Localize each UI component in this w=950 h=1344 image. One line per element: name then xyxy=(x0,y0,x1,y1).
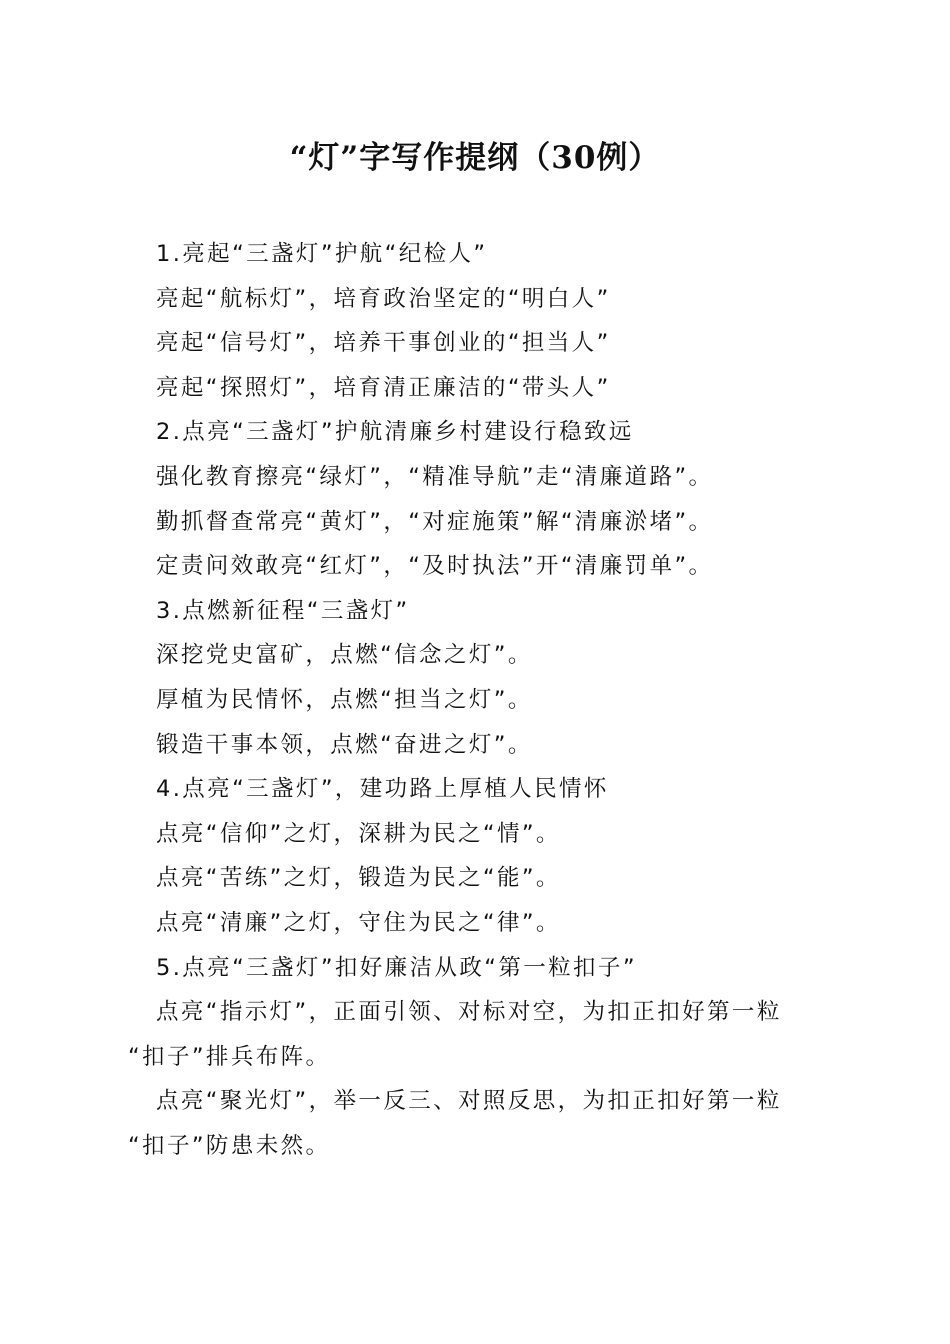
section-heading: 3.点燃新征程“三盏灯” xyxy=(156,597,410,624)
paragraph-continuation: “扣子”防患未然。 xyxy=(128,1132,331,1159)
section-heading: 4.点亮“三盏灯”，建功路上厚植人民情怀 xyxy=(156,776,609,803)
paragraph-line: 定责问效敢亮“红灯”，“及时执法”开“清廉罚单”。 xyxy=(156,553,714,580)
paragraph-line: 亮起“航标灯”，培育政治坚定的“明白人” xyxy=(156,285,611,312)
document-body xyxy=(128,232,828,1168)
section-heading: 2.点亮“三盏灯”护航清廉乡村建设行稳致远 xyxy=(156,419,634,446)
paragraph-line: 点亮“指示灯”，正面引领、对标对空，为扣正扣好第一粒 xyxy=(156,999,782,1026)
document-title: “灯”字写作提纲（30例） xyxy=(289,140,661,176)
paragraph-continuation: “扣子”排兵布阵。 xyxy=(128,1043,331,1070)
paragraph-line: 厚植为民情怀，点燃“担当之灯”。 xyxy=(156,686,533,713)
paragraph-line: 点亮“聚光灯”，举一反三、对照反思，为扣正扣好第一粒 xyxy=(156,1088,782,1115)
section-heading: 5.点亮“三盏灯”扣好廉洁从政“第一粒扣子” xyxy=(156,954,637,981)
paragraph-line: 点亮“苦练”之灯，锻造为民之“能”。 xyxy=(156,865,561,892)
paragraph-line: 强化教育擦亮“绿灯”，“精准导航”走“清廉道路”。 xyxy=(156,463,714,490)
paragraph-line: 勤抓督查常亮“黄灯”，“对症施策”解“清廉淤堵”。 xyxy=(156,508,714,535)
section-heading: 1.亮起“三盏灯”护航“纪检人” xyxy=(156,241,488,267)
paragraph-line: 点亮“清廉”之灯，守住为民之“律”。 xyxy=(156,909,561,936)
paragraph-line: 锻造干事本领，点燃“奋进之灯”。 xyxy=(156,731,533,758)
paragraph-line: 亮起“探照灯”，培育清正廉洁的“带头人” xyxy=(156,374,611,401)
paragraph-line: 亮起“信号灯”，培养干事创业的“担当人” xyxy=(156,330,611,357)
paragraph-line: 点亮“信仰”之灯，深耕为民之“情”。 xyxy=(156,820,561,847)
paragraph-line: 深挖党史富矿，点燃“信念之灯”。 xyxy=(156,642,533,669)
